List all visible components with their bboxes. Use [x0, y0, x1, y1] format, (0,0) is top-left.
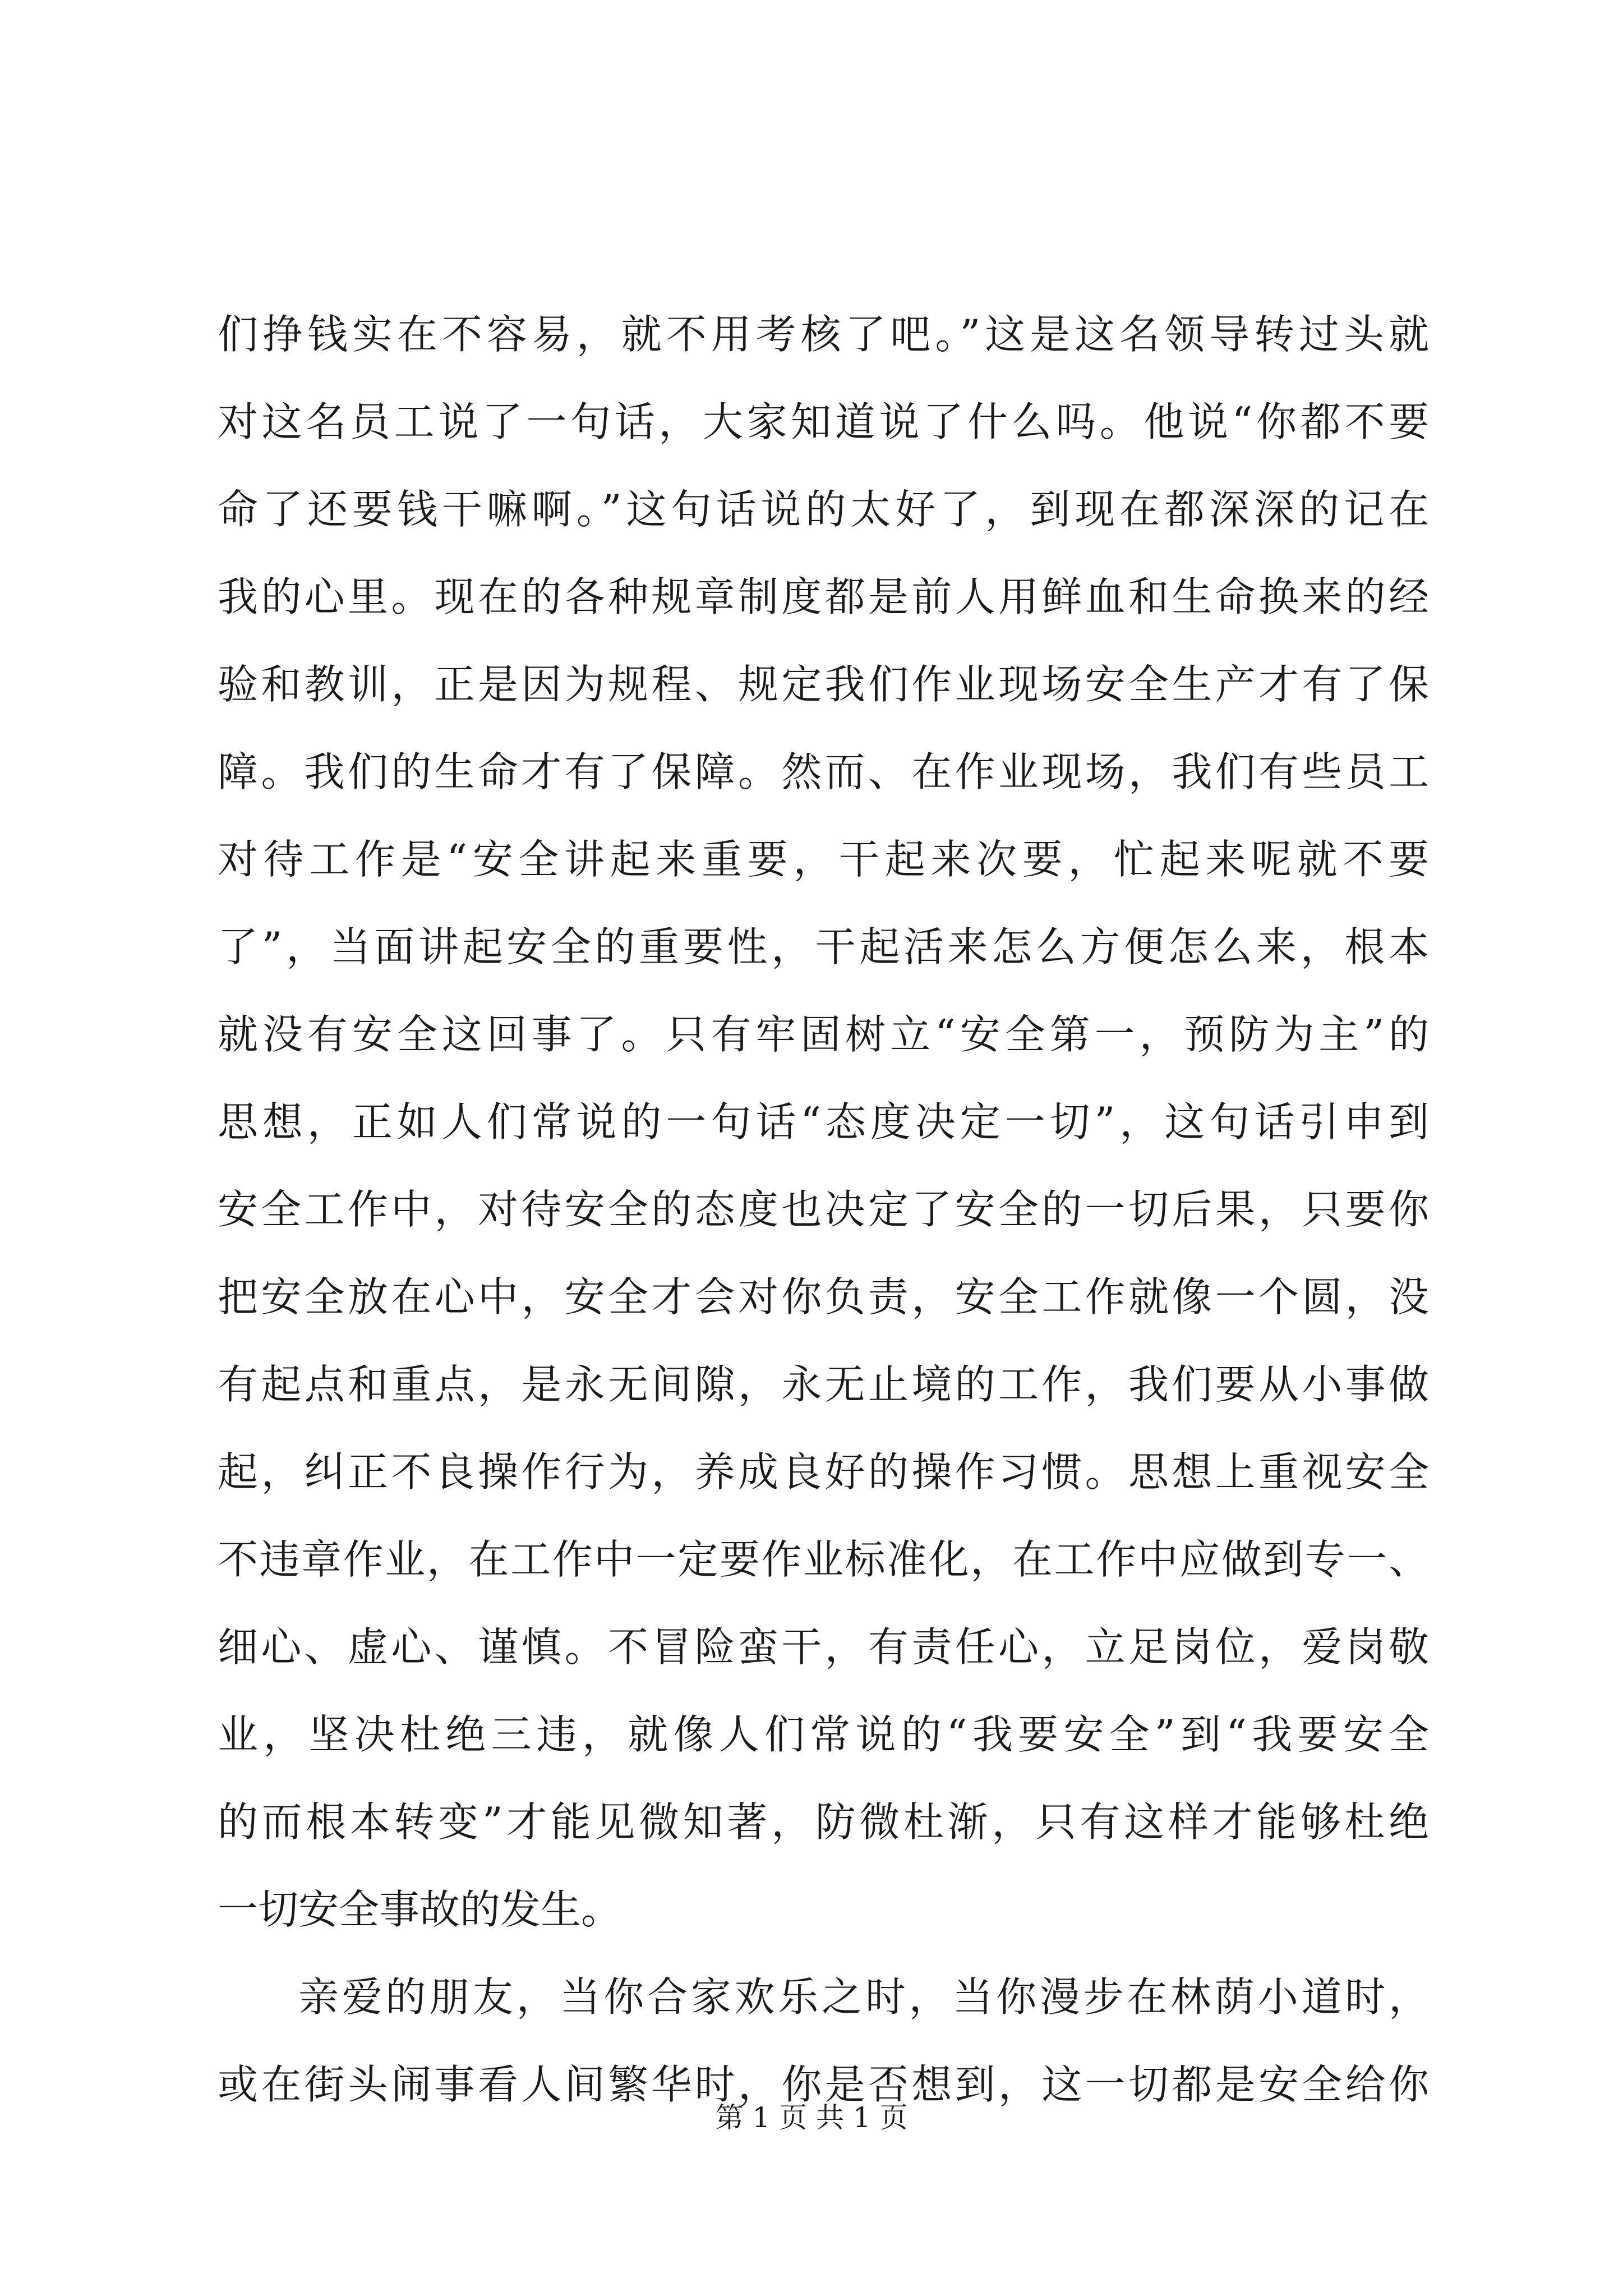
text-line: 亲爱的朋友，当你合家欢乐之时，当你漫步在林荫小道时，	[298, 1973, 1429, 2021]
text-line: 细心、虚心、谨慎。不冒险蛮干，有责任心，立足岗位，爱岗敬	[218, 1623, 1429, 1671]
text-line: 就没有安全这回事了。只有牢固树立“安全第一，预防为主”的	[218, 1011, 1429, 1058]
text-line: 命了还要钱干嘛啊。”这句话说的太好了，到现在都深深的记在	[218, 486, 1429, 533]
text-line: 或在街头闹事看人间繁华时，你是否想到，这一切都是安全给你	[218, 2061, 1429, 2108]
text-line: 一切安全事故的发生。	[218, 1886, 622, 1933]
text-line: 思想，正如人们常说的一句话“态度决定一切”，这句话引申到	[218, 1098, 1429, 1145]
text-line: 对待工作是“安全讲起来重要，干起来次要，忙起来呢就不要	[218, 836, 1429, 883]
text-line: 不违章作业，在工作中一定要作业标准化，在工作中应做到专一、	[218, 1536, 1429, 1583]
text-line: 有起点和重点，是永无间隙，永无止境的工作，我们要从小事做	[218, 1361, 1429, 1408]
text-line: 验和教训，正是因为规程、规定我们作业现场安全生产才有了保	[218, 661, 1429, 708]
text-line: 的而根本转变”才能见微知著，防微杜渐，只有这样才能够杜绝	[218, 1798, 1429, 1846]
text-line: 我的心里。现在的各种规章制度都是前人用鲜血和生命换来的经	[218, 573, 1429, 620]
document-body	[218, 291, 1429, 2128]
text-line: 把安全放在心中，安全才会对你负责，安全工作就像一个圆，没	[218, 1273, 1429, 1320]
text-line: 业，坚决杜绝三违，就像人们常说的“我要安全”到“我要安全	[218, 1711, 1429, 1758]
page-number: 第 1 页 共 1 页	[715, 2101, 908, 2134]
text-line: 安全工作中，对待安全的态度也决定了安全的一切后果，只要你	[218, 1186, 1429, 1233]
text-line: 起，纠正不良操作行为，养成良好的操作习惯。思想上重视安全	[218, 1448, 1429, 1496]
paragraph-1	[218, 291, 1429, 1953]
text-line: 对这名员工说了一句话，大家知道说了什么吗。他说“你都不要	[218, 398, 1429, 445]
text-line: 们挣钱实在不容易，就不用考核了吧。”这是这名领导转过头就	[218, 311, 1429, 358]
text-line: 障。我们的生命才有了保障。然而、在作业现场，我们有些员工	[218, 748, 1429, 795]
text-line: 了”，当面讲起安全的重要性，干起活来怎么方便怎么来，根本	[218, 923, 1429, 970]
